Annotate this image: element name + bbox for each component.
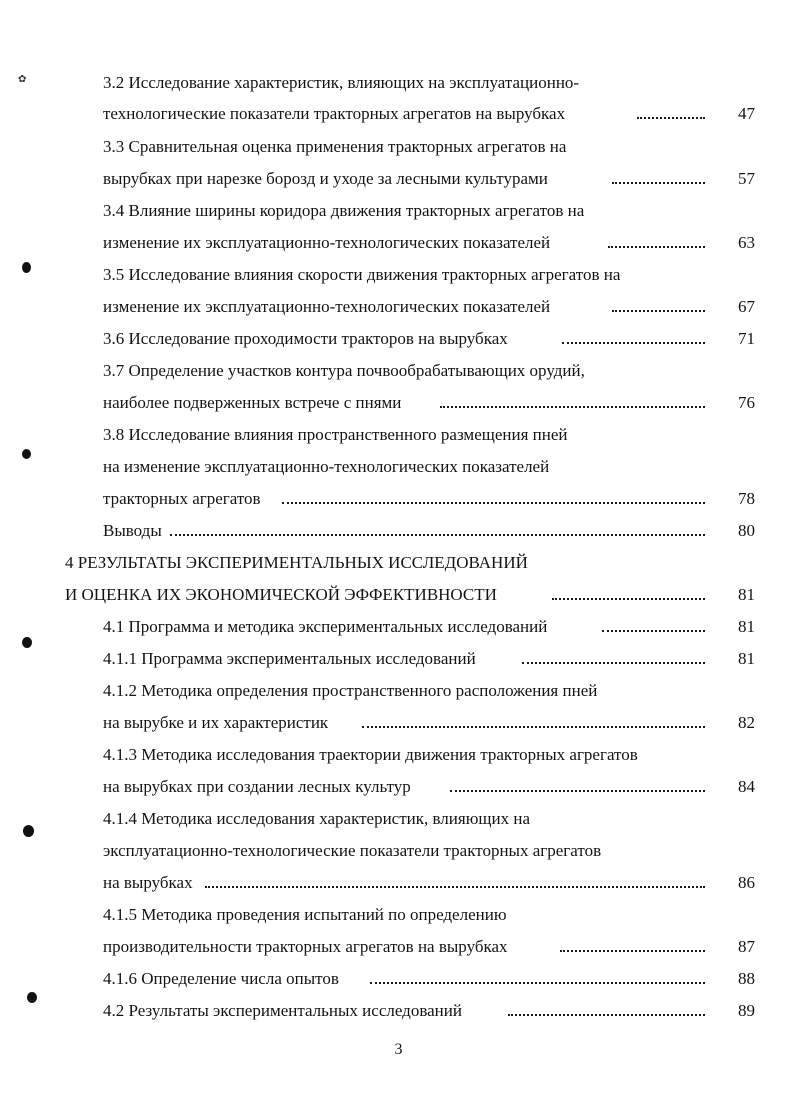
toc-line xyxy=(0,70,797,96)
toc-page-number: 89 xyxy=(738,1001,755,1020)
dot-leader xyxy=(562,342,705,344)
toc-entry-text: 3.6 Исследование проходимости тракторов на вырубках xyxy=(103,329,508,348)
toc-line xyxy=(0,582,797,608)
dot-leader xyxy=(450,790,705,792)
toc-line xyxy=(0,454,797,480)
toc-page-number: 47 xyxy=(738,104,755,123)
toc-line xyxy=(0,710,797,736)
toc-entry-text: наиболее подверженных встрече с пнями xyxy=(103,393,402,412)
toc-line xyxy=(0,966,797,992)
dot-leader xyxy=(552,598,705,600)
toc-line xyxy=(0,198,797,224)
toc-entry-text: 3.7 Определение участков контура почвообрабатывающих орудий, xyxy=(103,361,585,380)
dot-leader xyxy=(612,310,705,312)
toc-line xyxy=(0,390,797,416)
toc-page-number: 86 xyxy=(738,873,755,892)
toc-page-number: 80 xyxy=(738,521,755,540)
dot-leader xyxy=(608,246,705,248)
dot-leader xyxy=(508,1014,705,1016)
toc-line xyxy=(0,294,797,320)
toc-page-number: 57 xyxy=(738,169,755,188)
toc-entry-text: 4.2 Результаты экспериментальных исследований xyxy=(103,1001,462,1020)
toc-line xyxy=(0,934,797,960)
toc-entry-text: на вырубке и их характеристик xyxy=(103,713,329,732)
toc-line xyxy=(0,486,797,512)
dot-leader xyxy=(612,182,705,184)
toc-entry-text: на изменение эксплуатационно-технологических показателей xyxy=(103,457,550,476)
toc-line xyxy=(0,646,797,672)
toc-entry-text: производительности тракторных агрегатов на вырубках xyxy=(103,937,508,956)
toc-line xyxy=(0,550,797,576)
toc-entry-text: изменение их эксплуатационно-технологических показателей xyxy=(103,233,551,252)
toc-entry-text: 3.2 Исследование характеристик, влияющих на эксплуатационно- xyxy=(103,73,580,92)
toc-entry-text: 3.3 Сравнительная оценка применения тракторных агрегатов на xyxy=(103,137,567,156)
toc-line xyxy=(0,806,797,832)
dot-leader xyxy=(560,950,705,952)
toc-line xyxy=(0,326,797,352)
dot-leader xyxy=(205,886,705,888)
toc-entry-text: на вырубках xyxy=(103,873,193,892)
dot-leader xyxy=(637,117,705,119)
toc-entry-text: 4.1.4 Методика исследования характеристик, влияющих на xyxy=(103,809,530,828)
page-number: 3 xyxy=(394,1041,403,1058)
toc-entry-text: 3.5 Исследование влияния скорости движения тракторных агрегатов на xyxy=(103,265,621,284)
toc-line xyxy=(0,614,797,640)
toc-line xyxy=(0,134,797,160)
toc-line xyxy=(0,101,797,127)
toc-entry-text: 4.1.2 Методика определения пространственного расположения пней xyxy=(103,681,598,700)
toc-page-number: 81 xyxy=(738,649,755,668)
toc-entry-text: 4.1 Программа и методика экспериментальных исследований xyxy=(103,617,548,636)
toc-line xyxy=(0,998,797,1024)
toc-page-number: 84 xyxy=(738,777,755,796)
dot-leader xyxy=(440,406,705,408)
toc-line xyxy=(0,774,797,800)
toc-page-number: 76 xyxy=(738,393,755,412)
toc-line xyxy=(0,838,797,864)
toc-page-number: 63 xyxy=(738,233,755,252)
toc-entry-text: вырубках при нарезке борозд и уходе за лесными культурами xyxy=(103,169,548,188)
toc-page-number: 87 xyxy=(738,937,755,956)
toc-entry-text: Выводы xyxy=(103,521,162,540)
toc-line xyxy=(0,166,797,192)
toc-line xyxy=(0,518,797,544)
toc-page-number: 81 xyxy=(738,585,755,604)
toc-entry-text: тракторных агрегатов xyxy=(103,489,261,508)
dot-leader xyxy=(282,502,705,504)
toc-page-number: 82 xyxy=(738,713,755,732)
toc-entry-text: 4.1.6 Определение числа опытов xyxy=(103,969,339,988)
toc-page-number: 88 xyxy=(738,969,755,988)
dot-leader xyxy=(522,662,705,664)
toc-chapter-text: 4 РЕЗУЛЬТАТЫ ЭКСПЕРИМЕНТАЛЬНЫХ ИССЛЕДОВАНИЙ xyxy=(65,553,528,572)
toc-entry-text: 3.4 Влияние ширины коридора движения тракторных агрегатов на xyxy=(103,201,585,220)
toc-line xyxy=(0,742,797,768)
dot-leader xyxy=(362,726,705,728)
toc-entry-text: 4.1.5 Методика проведения испытаний по определению xyxy=(103,905,507,924)
toc-entry-text: 4.1.1 Программа экспериментальных исследований xyxy=(103,649,476,668)
toc-line xyxy=(0,262,797,288)
toc-page-number: 81 xyxy=(738,617,755,636)
toc-line xyxy=(0,902,797,928)
dot-leader xyxy=(170,534,705,536)
toc-page-number: 71 xyxy=(738,329,755,348)
toc-line xyxy=(0,678,797,704)
toc-line xyxy=(0,358,797,384)
toc-entry-text: 3.8 Исследование влияния пространственного размещения пней xyxy=(103,425,568,444)
toc-line xyxy=(0,870,797,896)
toc-entry-text: на вырубках при создании лесных культур xyxy=(103,777,411,796)
toc-chapter-text: И ОЦЕНКА ИХ ЭКОНОМИЧЕСКОЙ ЭФФЕКТИВНОСТИ xyxy=(65,585,497,604)
dot-leader xyxy=(602,630,705,632)
toc-line xyxy=(0,230,797,256)
toc-entry-text: технологические показатели тракторных агрегатов на вырубках xyxy=(103,104,566,123)
toc-entry-text: эксплуатационно-технологические показатели тракторных агрегатов xyxy=(103,841,602,860)
toc-entry-text: изменение их эксплуатационно-технологических показателей xyxy=(103,297,551,316)
toc-line xyxy=(0,422,797,448)
toc-page-number: 67 xyxy=(738,297,755,316)
toc-entry-text: 4.1.3 Методика исследования траектории движения тракторных агрегатов xyxy=(103,745,638,764)
scan-artifact-icon: ✿ xyxy=(18,74,27,85)
dot-leader xyxy=(370,982,705,984)
toc-page-number: 78 xyxy=(738,489,755,508)
